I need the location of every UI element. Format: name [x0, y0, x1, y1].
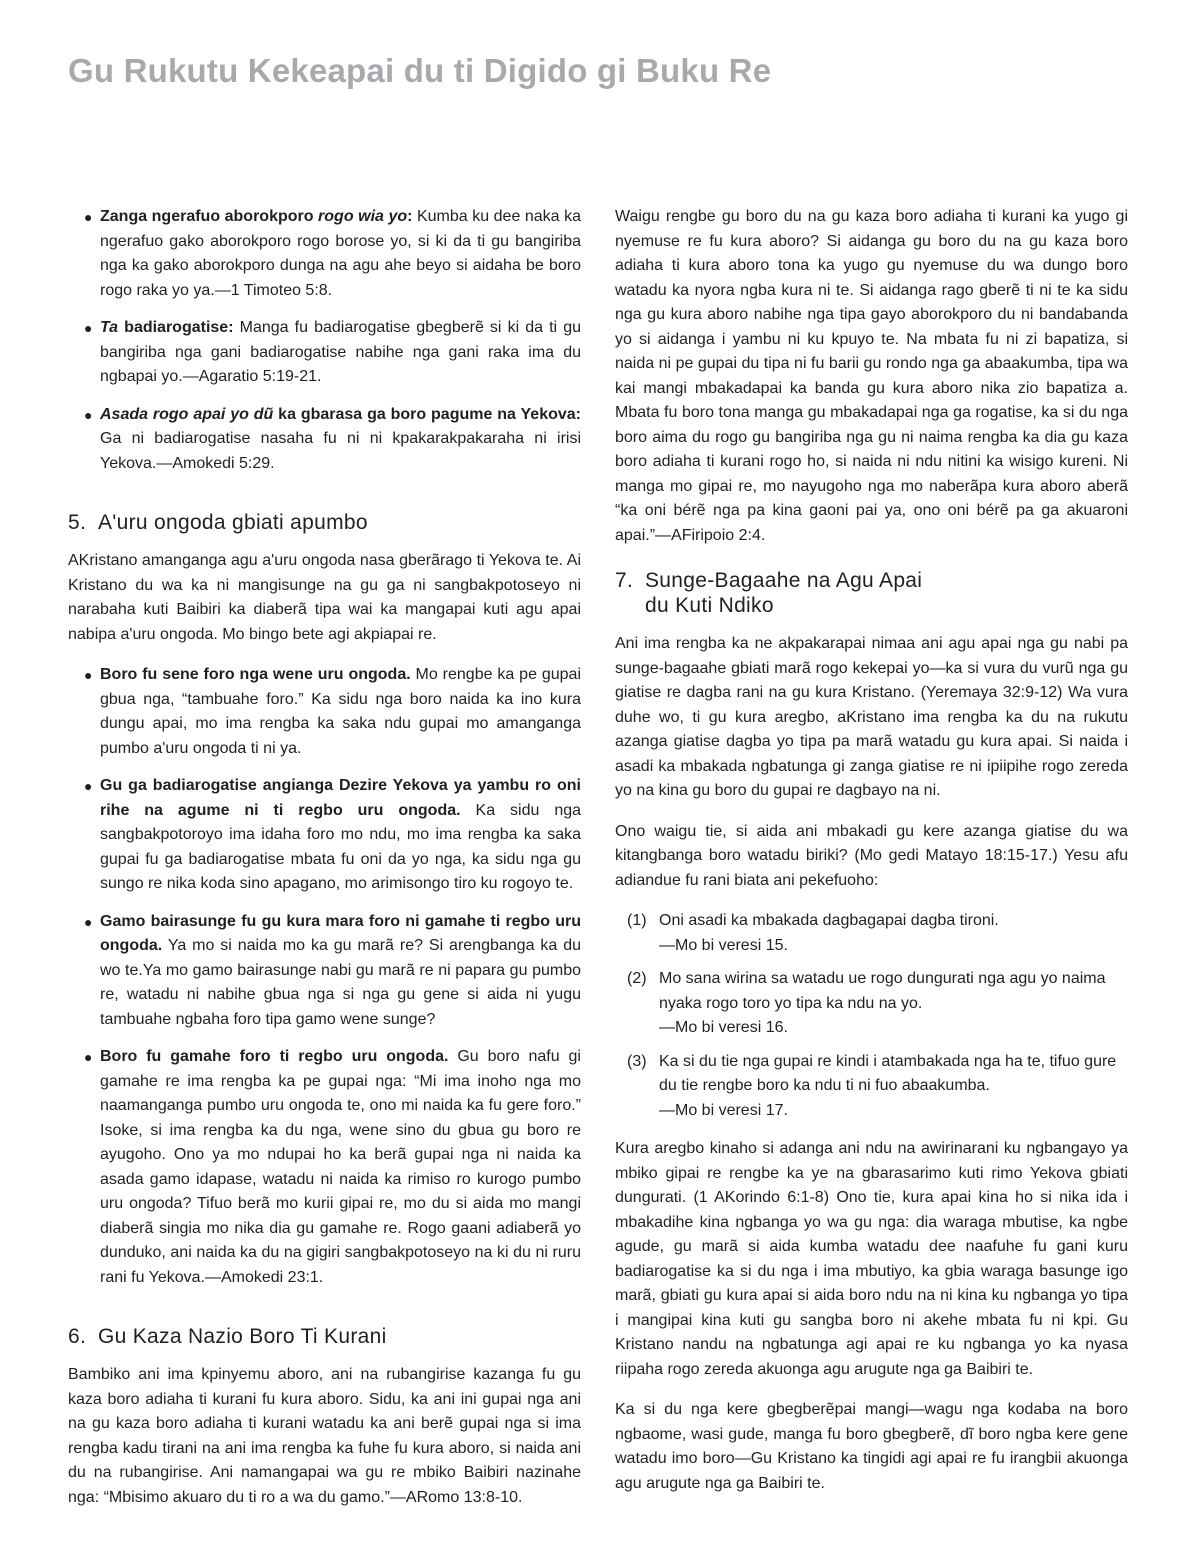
paragraph: Ono waigu tie, si aida ani mbakadi gu kere azanga giatise du wa kitangbanga boro watadu biriki? (Mo gedi Matayo 18:15-17.) Yesu afu adiandue fu rani biata ani pekefuoho:: [615, 822, 1128, 889]
paragraph: Waigu rengbe gu boro du na gu kaza boro adiaha ti kurani ka yugo gi nyemuse re fu kura aboro? Si aidanga gu boro du na gu kaza boro adiaha ti kura aboro tona ka yugo gu nyemuse du wa dungo boro watadu ka nyora ngba kura ni te. Si aidanga rago gberẽ ti ni te ka sidu nga gu kura aboro nabihe nga tipa gayo aborokporo du ni bandabanda yo si aidanga i yambu ni ku kpuyo te. Na mbata fu ni zi bapatiza, si naida ni pe gupai du tipa ni fu barii gu rondo nga ga abaakumba, tipa wa kai mangi mbakadapai ka banda gu kura aboro nika zio bapatiza a. Mbata fu boro tona manga gu mbakadapai nga ga rogatise, ka si du nga boro aima du rogo gu bangiriba nga gu ni naima rengba ka dia gu kaza boro adiaha ti kurani rogo ho, si naida ni ndu nitini ka wisigo kureni. Ni manga mo gipai re, mo nayugoho nga mo naberãpa kura aboro aberã “ka oni bérẽ nga pa kina gaoni pai ya, ono oni bérẽ pa ga akuaroni apai.”—AFiripoio 2:4.: [615, 208, 1128, 544]
section-title: Gu Kaza Nazio Boro Ti Kurani: [98, 1325, 387, 1348]
bullet-icon: ●: [84, 778, 93, 794]
bullet-icon: ●: [84, 406, 93, 423]
left-column: [68, 205, 581, 1526]
bullet-lead: Gamo bairasunge fu gu kura mara foro ni gamahe ti regbo uru ongoda.: [100, 912, 581, 954]
bullet-text: Mo rengbe ka pe gupai gbua nga, “tambuahe foro.” Ka sidu nga boro naida ka ino kura dungu apai, mo ima rengba ka saka ndu gupai mo amanganga pumbo a'uru ongoda ti ni ya.: [100, 666, 582, 757]
list-item: [68, 663, 581, 761]
bullet-icon: ●: [84, 667, 93, 683]
list-item: [68, 774, 581, 897]
bullet-lead: Ta badiarogatise:: [100, 319, 234, 336]
bullet-text: Kumba ku dee naka ka ngerafuo gako aborokporo rogo borose yo, si ki da ti gu bangiriba nga ka gako aborokporo dunga na agu ahe beyo si aidaha be boro rogo raka yo ya.—1 Timoteo 5:8.: [100, 208, 581, 299]
bullet-text: Gu boro nafu gi gamahe re ima rengba ka pe gupai nga: “Mi ima inoho nga mo naamanganga pumbo uru ongoda te, ono mi naida ka fu gere foro.” Isoke, si ima rengba ka du nga, wene sino du gbua gu boro re ayugoho. Ono ya mo ndupai ho ka berã gupai nga ni naida ka asada gamo idapase, watadu ni naida ka rimiso ro kurogo pumbo uru ongoda? Tifuo berã mo kurii gipai re, mo du si aida mo mangi diaberã singia mo nika dia gu gamahe re. Rogo gaani adiaberã yo dunduko, ani naida ka du na gigiri sangbakpotoseyo na ki du ni ruru rani fu Yekova.—Amokedi 23:1.: [100, 1048, 581, 1286]
list-item: [68, 205, 581, 303]
list-item: [68, 910, 581, 1033]
paragraph: Bambiko ani ima kpinyemu aboro, ani na rubangirise kazanga fu gu kaza boro adiaha ti kurani fu kura aboro. Sidu, ka ani ini gupai nga ani na gu kaza boro adiaha ti kurani watadu ka ani berẽ gupai nga si ima rengba kadu tirani na ani ima rengba ka fuhe fu kura aboro, si naida ani du na rubangirise. Ani namangapai wa gu re mbiko Baibiri nazinahe nga: “Mbisimo akuaro du ti ro a wa du gamo.”—ARomo 13:8-10.: [68, 1366, 581, 1506]
list-item: [68, 316, 581, 390]
list-number: (2): [627, 970, 647, 987]
bullet-list-requirements: [68, 205, 581, 476]
section-number: 6.: [68, 1325, 87, 1348]
list-number: (3): [627, 1052, 647, 1070]
list-text: Ka si du tie nga gupai re kindi i atambakada nga ha te, tifuo gure du tie rengbe boro ka ndu ti ni fuo abaakumba.: [659, 1052, 1117, 1094]
bullet-text: Ga ni badiarogatise nasaha fu ni ni kpakarakpakaraha ni irisi Yekova.—Amokedi 5:29.: [100, 430, 581, 472]
bullet-text: Ka sidu nga sangbakpotoroyo ima idaha foro mo ndu, mo ima rengba ka saka gupai fu ga badiarogatise mbata fu oni da yo nga, ka sidu nga gu sungo re nika koda sino apagano, mo arimisongo tiro ku rogoyo te.: [100, 801, 582, 892]
bullet-icon: ●: [84, 209, 93, 225]
right-column: [615, 205, 1128, 1512]
bullet-lead: Boro fu sene foro nga wene uru ongoda.: [100, 666, 411, 683]
bullet-lead: Asada rogo apai yo dũ ka gbarasa ga boro pagume na Yekova:: [100, 405, 581, 423]
numbered-list: [615, 909, 1128, 1123]
list-reference: —Mo bi veresi 16.: [659, 1019, 788, 1036]
list-reference: —Mo bi veresi 17.: [659, 1101, 788, 1119]
list-item: [615, 967, 1128, 1041]
section-heading-6: [68, 1324, 581, 1349]
list-item: [68, 403, 581, 477]
bullet-lead: Gu ga badiarogatise angianga Dezire Yekova ya yambu ro oni rihe na agume ni ti regbo uru ongoda.: [100, 777, 581, 819]
section-title-line2: du Kuti Ndiko: [645, 594, 774, 617]
bullet-lead: Zanga ngerafuo aborokporo rogo wia yo:: [100, 208, 413, 225]
bullet-lead: Boro fu gamahe foro ti regbo uru ongoda.: [100, 1048, 449, 1065]
list-item: [68, 1045, 581, 1290]
list-text: Mo sana wirina sa watadu ue rogo dungurati nga agu yo naima nyaka rogo toro yo tipa ka ndu na yo.: [659, 970, 1106, 1012]
section-heading-7: [615, 568, 1128, 618]
section-number: 5.: [68, 511, 87, 534]
bullet-text: Ya mo si naida mo ka gu marã re? Si arengbanga ka du wo te.Ya mo gamo bairasunge nabi gu marã re ni papara gu pumbo re, watadu ni nabihe gbua nga si nga gu gene si aida ni yugu tambuahe ngbaha foro tipa gamo wene sunge?: [100, 937, 581, 1028]
section-heading-5: [68, 510, 581, 535]
section-title: A'uru ongoda gbiati apumbo: [98, 511, 368, 534]
paragraph: Kura aregbo kinaho si adanga ani ndu na awirinarani ku ngbangayo ya mbiko gipai re rengbe ka ye na gbarasarimo kuti rimo Yekova gbiati dungurati. (1 AKorindo 6:1-8) Ono tie, kura apai kina ho si nika ida i mbakadihe kina ngbanga yo wa gu nga: dia waraga mbutise, ka ngbe agude, gu marã si aida kumba watadu dee naafuhe fu gani kuru badiarogatise ka si du nga i ima mbutiyo, ka gbia waraga basunge igo marã, gbiati gu kura apai si aida boro ndu na ni kina ku ngbanga yo tipa i mangipai kina kuti gu sangba boro ni akehe mbata fu ni kpi. Gu Kristano nandu na ngbatunga agi apai re ku ngbanga yo ka nyasa riipaha rogo zereda akuonga agu arugute nga ga Baibiri te.: [615, 1140, 1128, 1378]
list-reference: —Mo bi veresi 15.: [659, 936, 788, 954]
page-title: Gu Rukutu Kekeapai du ti Digido gi Buku Re: [68, 52, 772, 89]
list-text: Oni asadi ka mbakada dagbagapai dagba tironi.: [659, 912, 999, 929]
section-number: 7.: [615, 569, 634, 592]
bullet-icon: ●: [84, 1049, 93, 1065]
bullet-list-section5: [68, 663, 581, 1290]
bullet-icon: ●: [84, 913, 93, 930]
paragraph: Ani ima rengba ka ne akpakarapai nimaa ani agu apai nga gu nabi pa sunge-bagaahe gbiati marã rogo kekepai yo—ka si vura du vurũ nga gu giatise re dagba rani na gu kura Kristano. (Yeremaya 32:9-12) Wa vura duhe wo, ti gu kura aregbo, aKristano ima rengba ka du na rukutu azanga giatise dagba yo tipa pa marã watadu gu kura apai. Si naida i asadi ka mbakada ngbatunga gi zanga giatise re ni ipiipihe rogo zereda yo na kina gu boro du gupai re dagbayo na ni.: [615, 635, 1128, 799]
paragraph: Ka si du nga kere gbegberẽpai mangi—wagu nga kodaba na boro ngbaome, wasi gude, manga fu boro gbegberẽ, dĩ boro ngba kere gene watadu imo boro—Gu Kristano ka tingidi agi apai re fu irangbii akuonga agu arugute nga ga Baibiri te.: [615, 1401, 1128, 1492]
list-item: [615, 909, 1128, 958]
list-number: (1): [627, 912, 647, 929]
list-item: [615, 1050, 1128, 1124]
paragraph: AKristano amanganga agu a'uru ongoda nasa gberãrago ti Yekova te. Ai Kristano du wa ka ni mangisunge na gu ga ni sangbakpotoseyo ni narabaha kuti Baibiri ka diaberã tipa wai ka mangapai kuti agu apai nabipa a'uru ongoda. Mo bingo bete agi akpiapai re.: [68, 552, 581, 643]
section-title-line1: Sunge-Bagaahe na Agu Apai: [645, 569, 923, 592]
bullet-text: Manga fu badiarogatise gbegberẽ si ki da ti gu bangiriba nga gani badiarogatise nabihe nga gani raka ima du ngbapai yo.—Agaratio 5:19-21.: [100, 319, 581, 385]
bullet-icon: ●: [84, 320, 93, 336]
